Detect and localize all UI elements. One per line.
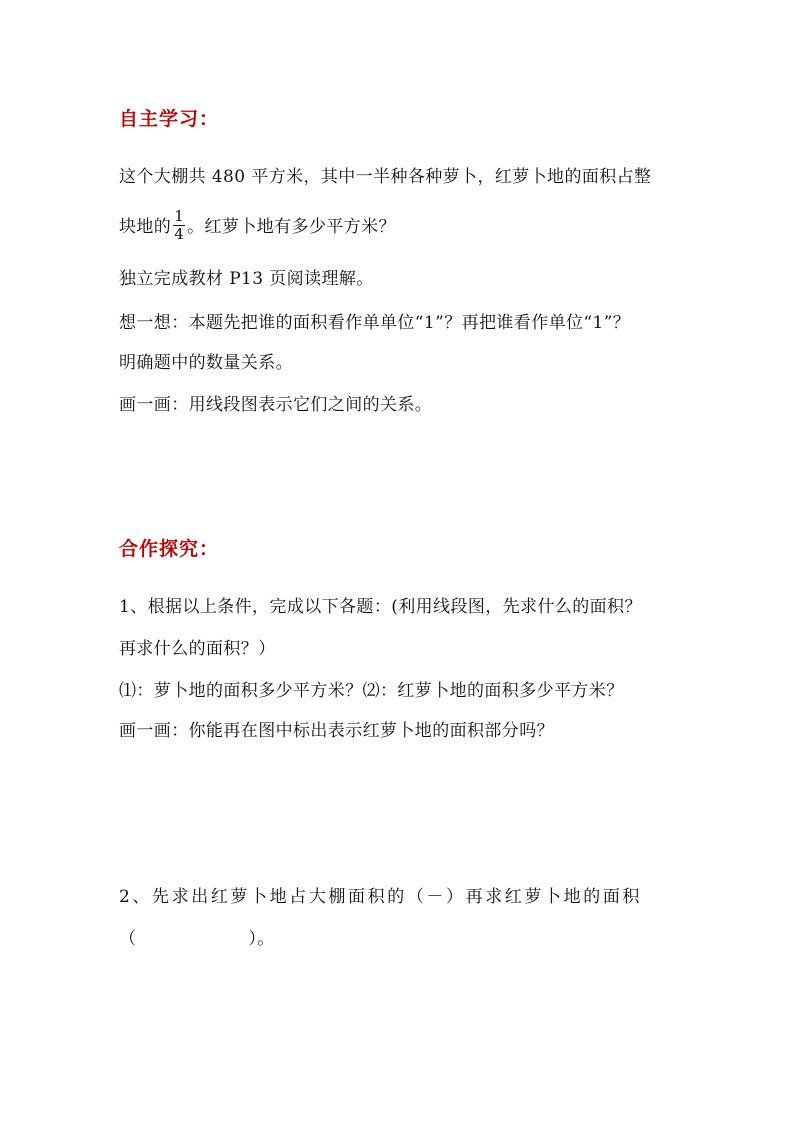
problem-text-before-fraction: 块地的: [119, 217, 172, 237]
answer-blank-close-paren: ）。: [248, 929, 275, 949]
question-1-line-2: 再求什么的面积？）: [119, 639, 276, 659]
fraction-numerator: 1: [174, 207, 185, 225]
problem-text-after-fraction: 。红萝卜地有多少平方米？: [187, 217, 396, 237]
fraction-denominator: 4: [174, 225, 185, 243]
question-1-line-1: 1、根据以上条件，完成以下各题：(利用线段图，先求什么的面积？: [119, 597, 642, 617]
problem-text-line-1: 这个大棚共 480 平方米，其中一半种各种萝卜，红萝卜地的面积占整: [119, 167, 652, 187]
question-2-line-1: 2、先求出红萝卜地占大棚面积的（－）再求红萝卜地的面积: [119, 887, 643, 907]
section-heading-cooperative: 合作探究：: [119, 538, 220, 560]
question-2-line-2: [119, 928, 275, 950]
section-heading-self-study: 自主学习：: [119, 108, 220, 130]
think-prompt-line-1: 想一想：本题先把谁的面积看作单单位“1”？再把谁看作单位“1”？: [119, 313, 631, 333]
draw-prompt: 画一画：用线段图表示它们之间的关系。: [119, 395, 433, 415]
problem-text-line-2: [119, 207, 396, 245]
instruction-textbook: 独立完成教材 P13 页阅读理解。: [119, 269, 374, 289]
think-prompt-line-2: 明确题中的数量关系。: [119, 353, 293, 373]
answer-blank-open-paren: （: [119, 929, 137, 949]
question-1-draw-prompt: 画一画：你能再在图中标出表示红萝卜地的面积部分吗？: [119, 721, 554, 741]
question-1-subparts: ⑴：萝卜地的面积多少平方米？⑵：红萝卜地的面积多少平方米？: [119, 681, 624, 701]
fraction-one-quarter: [173, 208, 185, 243]
